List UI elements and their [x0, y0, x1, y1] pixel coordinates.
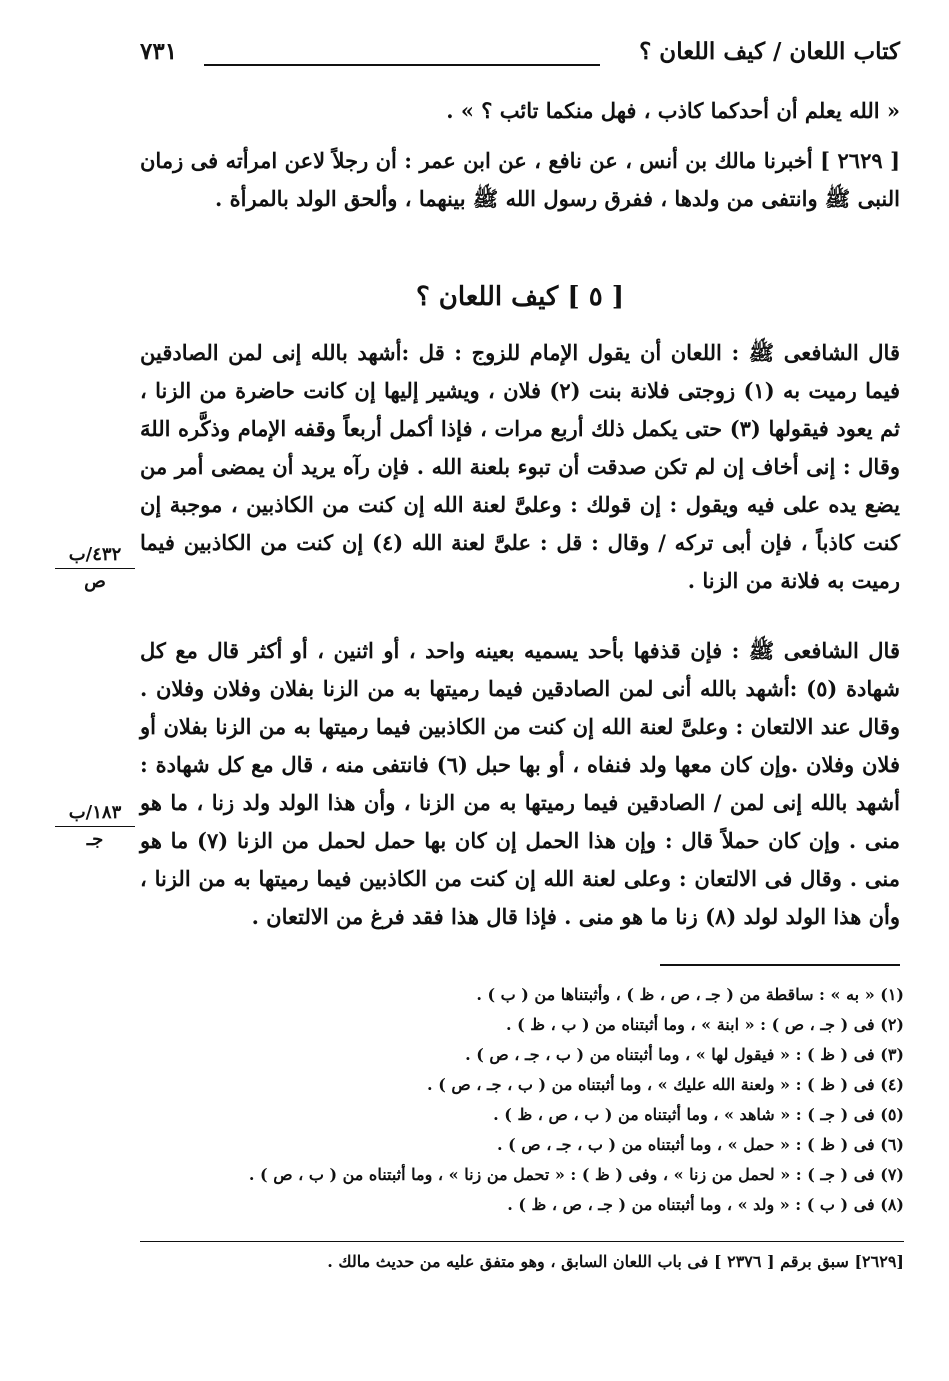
- continuation-line: [140, 92, 900, 130]
- hadith-2629: [140, 142, 900, 218]
- footnote: (٤) فى ( ظ ) : « ولعنة الله عليك » ، وما أثبتناه من ( ب ، جـ ، ص ) .: [427, 1075, 904, 1094]
- footnote: (٣) فى ( ظ ) : « فيقول لها » ، وما أثبتناه من ( ب ، جـ ، ص ) .: [465, 1045, 904, 1064]
- section-heading: [ ٥ ] كيف اللعان ؟: [415, 282, 625, 312]
- footnote: (١) « به » : ساقطة من ( جـ ، ص ، ظ ) ، وأثبتناها من ( ب ) .: [476, 985, 904, 1004]
- page-number: ٧٣١: [140, 38, 178, 65]
- speaker-label: قال الشافعى ﷺ: [748, 340, 900, 365]
- folio-ref: ١٨٣/ب: [55, 802, 135, 827]
- running-header: [140, 38, 900, 78]
- hadith-text: أخبرنا مالك بن أنس ، عن نافع ، عن ابن عمر : أن رجلاً لاعن امرأته فى زمان النبى ﷺ وانتفى من ولدها ، ففرق رسول الله ﷺ بينهما ، وألحق الولد بالمرأة .: [140, 148, 900, 211]
- chapter-title: كتاب اللعان / كيف اللعان ؟: [639, 38, 900, 65]
- footnote: (٦) فى ( ظ ) : « حمل » ، وما أثبتناه من ( ب ، جـ ، ص ) .: [497, 1135, 904, 1154]
- hadith-number: [ ٢٦٢٩ ]: [820, 148, 901, 173]
- footnote: (٨) فى ( ب ) : « ولد » ، وما أثبتناه من ( جـ ، ص ، ظ ) .: [507, 1195, 904, 1214]
- footnotes: [140, 980, 904, 1220]
- header-rule: [204, 64, 600, 66]
- manuscript-siglum: ص: [84, 571, 106, 592]
- folio-ref: ٤٣٢/ب: [55, 544, 135, 569]
- takhrij-rule: [140, 1241, 904, 1242]
- footnote: (٢) فى ( جـ ، ص ) : « ابنة » ، وما أثبتناه من ( ب ، ظ ) .: [505, 1015, 904, 1034]
- paragraph-text: : فإن قذفها بأحد يسميه بعينه واحد ، أو اثنين ، أو أكثر قال مع كل شهادة (٥) :أشهد بالله أنى لمن الصادقين فيما رميتها به من الزنا بفلان وفلان وفلان . وقال عند الالتعان : وعلىَّ لعنة الله إن كنت من الكاذبين فيما رميتها به من الزنا بفلان أو فلان وفلان .وإن كان معها ولد فنفاه ، أو بها حبل (٦) فانتفى منه ، قال مع كل شهادة : أشهد بالله إنى لمن / الصادقين فيما رميتها به من الزنا ، وأن هذا الولد ولد زنا ، ما هو منى . وإن كان حملاً قال : وإن هذا الحمل إن كان بها حمل لحمل من الزنا (٧) ما هو منى . وقال فى الالتعان : وعلى لعنة الله إن كنت من الكاذبين فيما رميتها به من الزنا ، وأن هذا الولد لولد (٨) زنا ما هو منى . فإذا قال هذا فقد فرغ من الالتعان .: [140, 638, 900, 929]
- paragraph-text: : اللعان أن يقول الإمام للزوج : قل :أشهد بالله إنى لمن الصادقين فيما رميت به (١) زوجتى فلانة بنت (٢) فلان ، ويشير إليها إن كانت حاضرة من الزنا ، ثم يعود فيقولها (٣) حتى يكمل ذلك أربع مرات ، فإذا أكمل أربعاً وقفه الإمام وذكَّره اللهَ وقال : إنى أخاف إن لم تكن صدقت أن تبوء بلعنة الله . فإن رآه يريد أن يمضى أمر من يضع يده على فيه ويقول : إن قولك : وعلىَّ لعنة الله إن كنت من الكاذبين ، موجبة إن كنت كاذباً ، فإن أبى تركه / وقال : قل : علىَّ لعنة الله (٤) إن كنت من الكاذبين فيما رميت به فلانة من الزنا .: [140, 340, 901, 593]
- manuscript-siglum: جـ: [86, 829, 104, 850]
- footnote-rule: [660, 964, 900, 966]
- paragraph-2: [140, 632, 900, 936]
- continuation-text: « الله يعلم أن أحدكما كاذب ، فهل منكما تائب ؟ » .: [446, 98, 900, 123]
- speaker-label: قال الشافعى ﷺ: [748, 638, 900, 663]
- takhrij-note: [٢٦٢٩] سبق برقم [ ٢٣٧٦ ] فى باب اللعان السابق ، وهو متفق عليه من حديث مالك .: [327, 1252, 904, 1271]
- margin-note-manuscript-jim: [55, 802, 135, 851]
- margin-note-manuscript-sad: [55, 544, 135, 593]
- footnote: (٥) فى ( جـ ) : « شاهد » ، وما أثبتناه من ( ب ، ص ، ظ ) .: [493, 1105, 904, 1124]
- footnote: (٧) فى ( جـ ) : « لحمل من زنا » ، وفى ( ظ ) : « تحمل من زنا » ، وما أثبتناه من ( ب ، ص ) .: [248, 1165, 904, 1184]
- paragraph-1: [140, 334, 900, 600]
